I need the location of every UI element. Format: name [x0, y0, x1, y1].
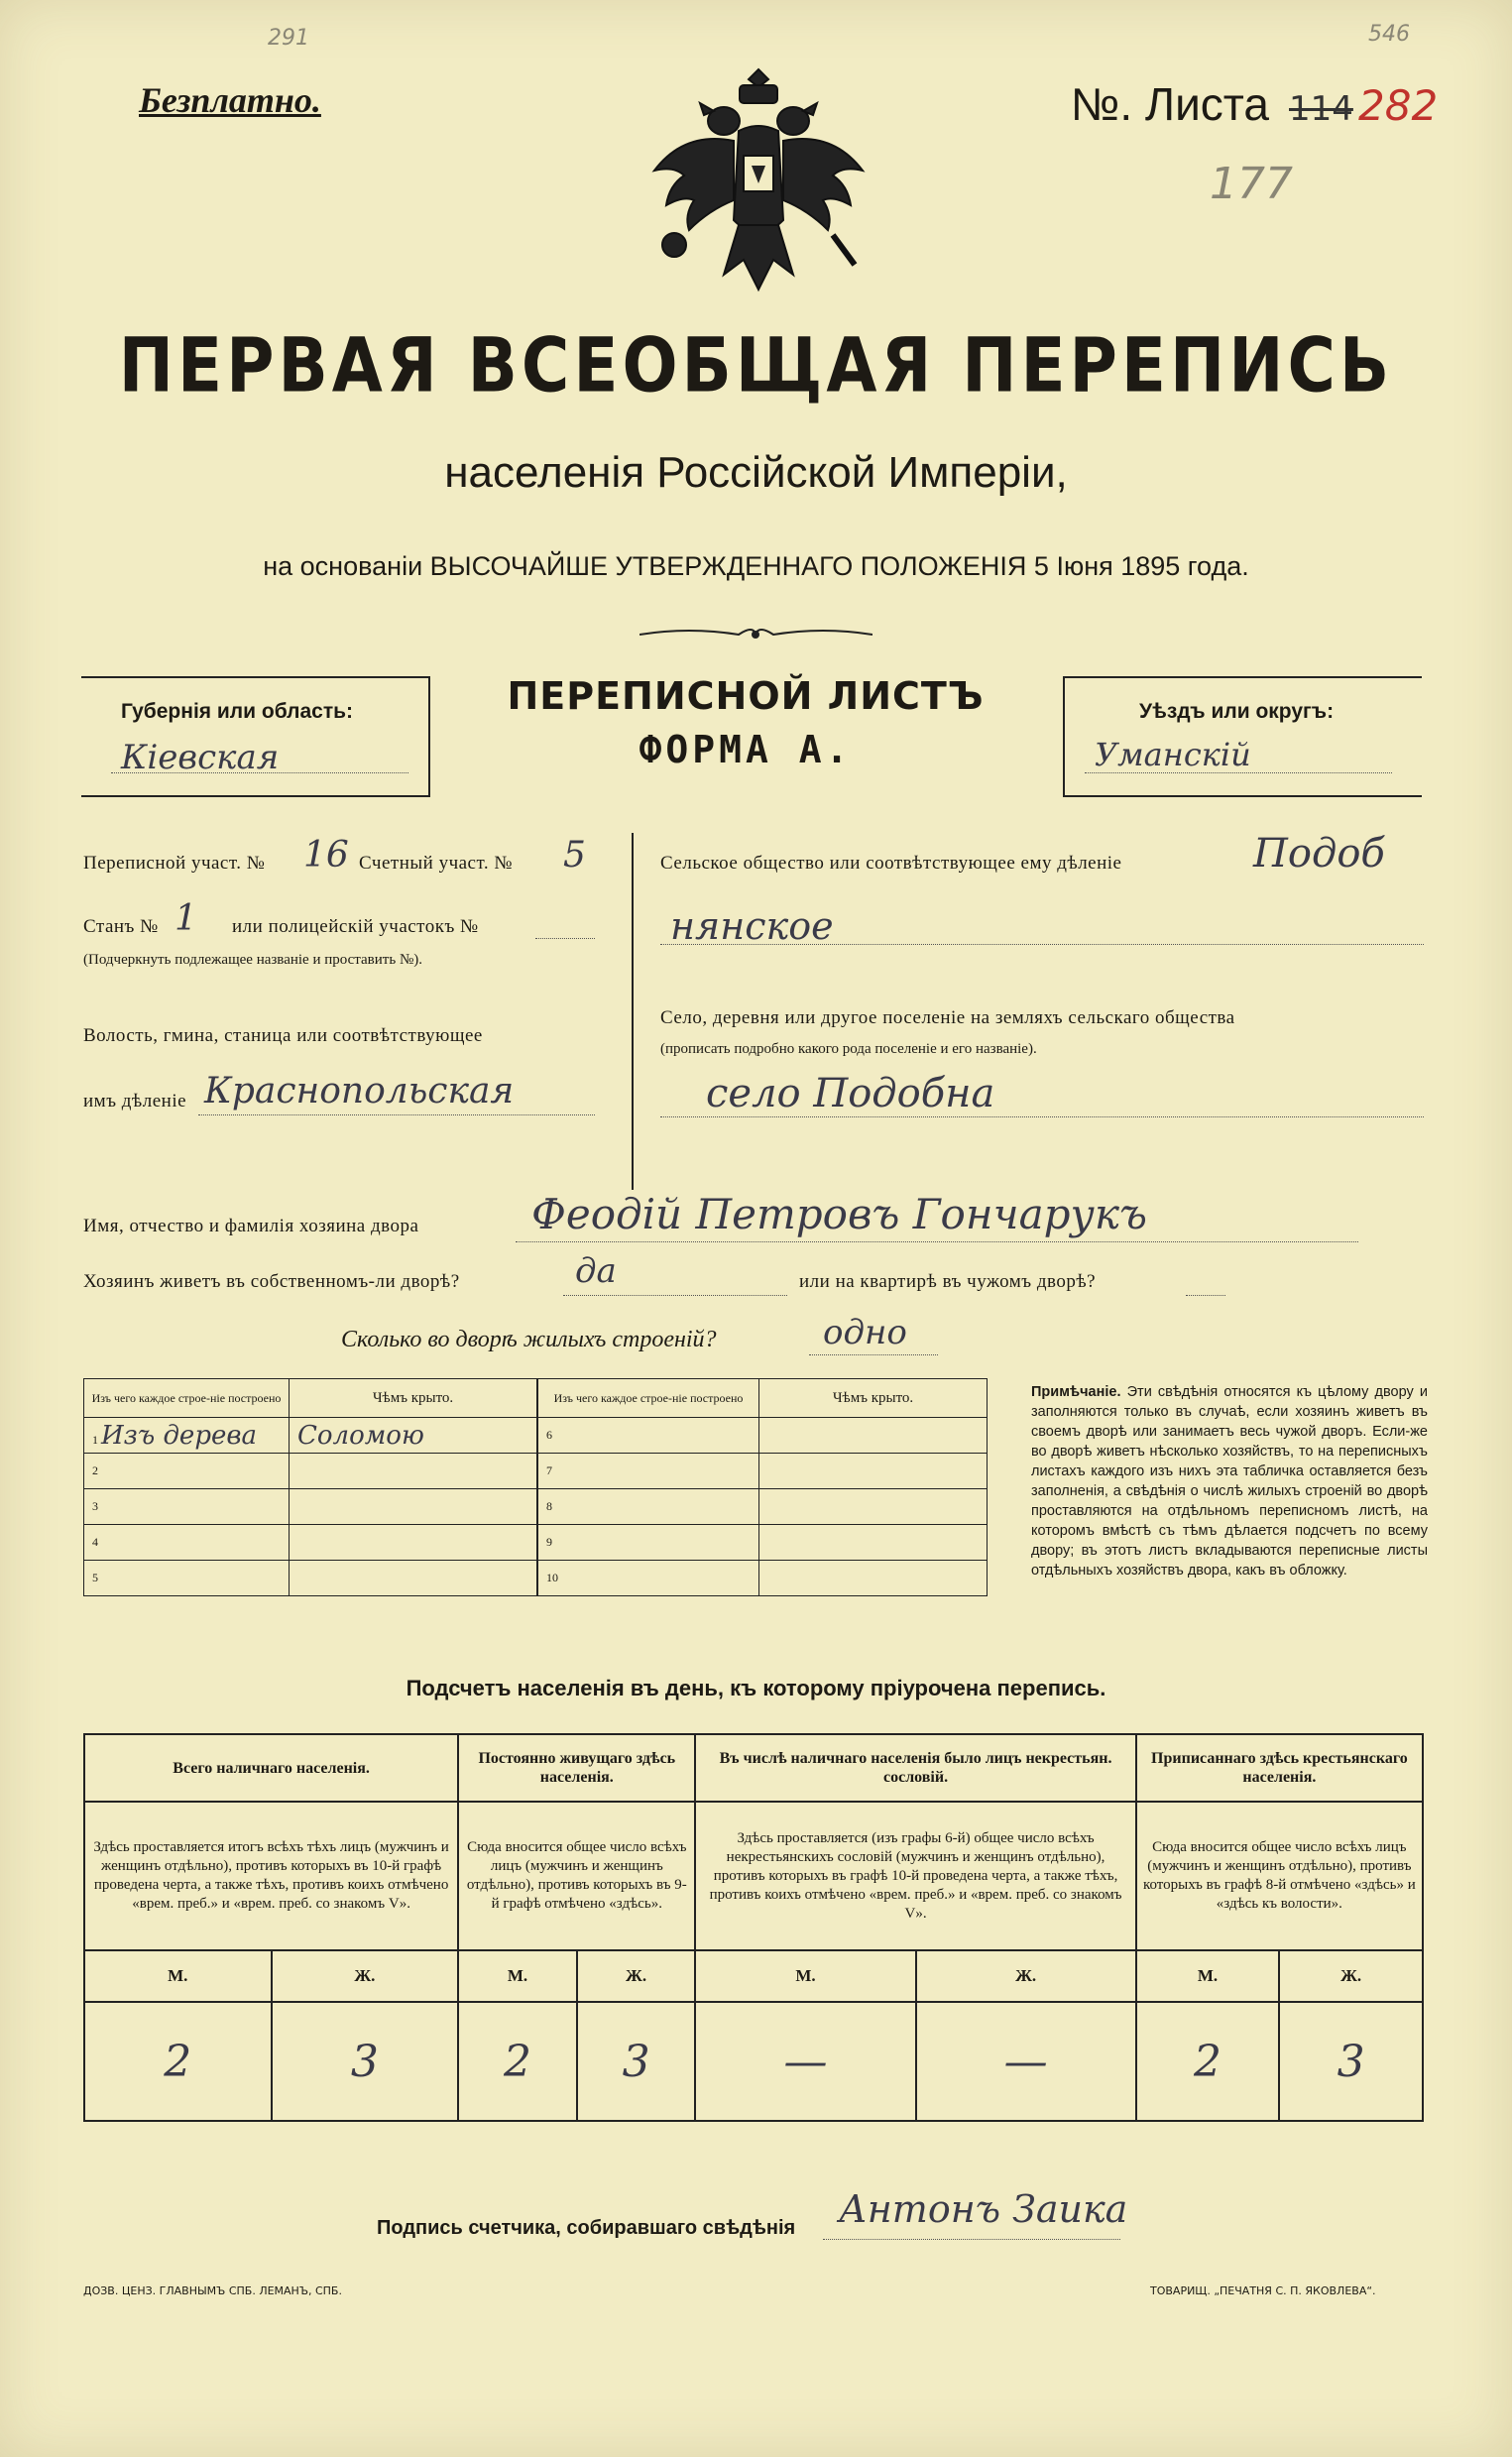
- table-row: [84, 1561, 537, 1596]
- female-label: Ж.: [272, 1950, 459, 2002]
- row-number: 10: [538, 1561, 759, 1596]
- form-title-block: [428, 674, 1063, 771]
- col-total-head: Всего наличнаго населенія.: [84, 1734, 458, 1802]
- underline-note: (Подчеркнуть подлежащее названіе и проставить №).: [83, 952, 422, 968]
- col-permanent-desc: Сюда вносится общее число всѣхъ лицъ (мужчинъ и женщинъ отдѣльно), противъ которыхъ въ 9-й графѣ отмѣчено «здѣсь».: [458, 1802, 695, 1950]
- volost-value: Краснопольская: [204, 1071, 515, 1112]
- society-label: Сельское общество или соотвѣтствующее ему дѣленіе: [660, 853, 1122, 874]
- female-label: Ж.: [577, 1950, 696, 2002]
- sheet-number-struck: 114: [1289, 89, 1353, 129]
- archive-number-left: 291: [268, 26, 309, 51]
- police-section-label: или полицейскій участокъ №: [232, 916, 479, 937]
- footer-printer: ТОВАРИЩ. „ПЕЧАТНЯ С. П. ЯКОВЛЕВА“.: [1150, 2284, 1376, 2297]
- table-row: [538, 1454, 988, 1489]
- note-title: Примѣчаніе.: [1031, 1384, 1121, 1400]
- district-box: [1063, 676, 1422, 797]
- own-yard-value: да: [575, 1251, 617, 1291]
- district-value: Уманскій: [1095, 736, 1251, 773]
- own-yard-label: Хозяинъ живетъ въ собственномъ-ли дворѣ?: [83, 1271, 460, 1292]
- male-label: М.: [695, 1950, 915, 2002]
- material-header: Изъ чего каждое строе-ніе построено: [84, 1379, 290, 1418]
- sheet-number-label: №. Листа: [1071, 78, 1269, 130]
- archive-number-right: 546: [1368, 22, 1410, 47]
- row-number: 1: [92, 1432, 98, 1447]
- table-row: [84, 1489, 537, 1525]
- nonpeasant-female-value: —: [916, 2002, 1136, 2121]
- material-header: Изъ чего каждое строе-ніе построено: [538, 1379, 759, 1418]
- footer-censor: ДОЗВ. ЦЕНЗ. ГЛАВНЫМЪ СПБ. ЛЕМАНЪ, СПБ.: [83, 2284, 342, 2297]
- fields-divider: [632, 833, 634, 1190]
- signature-label: Подпись счетчика, собиравшаго свѣдѣнія: [377, 2217, 796, 2239]
- nonpeasant-male-value: —: [695, 2002, 915, 2121]
- society-value: Подоб: [1253, 831, 1385, 877]
- table-row: [84, 1454, 537, 1489]
- table-row: [84, 1525, 537, 1561]
- form-subtitle: ФОРМА А.: [639, 728, 853, 771]
- form-title: ПЕРЕПИСНОЙ ЛИСТЪ: [507, 674, 985, 718]
- permanent-male-value: 2: [458, 2002, 577, 2121]
- col-nonpeasant-desc: Здѣсь проставляется (изъ графы 6-й) общее число всѣхъ некрестьянскихъ сословій (мужчинъ и женщинъ отдѣльно), противъ которыхъ въ графѣ 10-й проведена черта, а также тѣхъ, противъ коихъ отмѣчено «врем. преб.» и «врем. преб. со знакомъ V».: [695, 1802, 1135, 1950]
- row-number: 8: [538, 1489, 759, 1525]
- rented-yard-label: или на квартирѣ въ чужомъ дворѣ?: [799, 1271, 1097, 1292]
- total-female-value: 3: [272, 2002, 459, 2121]
- table-row: [84, 1418, 537, 1454]
- note-block: [1031, 1382, 1428, 1580]
- buildings-table-right: [537, 1378, 988, 1596]
- female-label: Ж.: [1279, 1950, 1423, 2002]
- row-number: 6: [538, 1418, 759, 1454]
- table-row: [538, 1561, 988, 1596]
- female-label: Ж.: [916, 1950, 1136, 2002]
- col-assigned-head: Приписаннаго здѣсь крестьянскаго населенія.: [1136, 1734, 1423, 1802]
- row-number: 5: [84, 1561, 290, 1596]
- table-row: [538, 1489, 988, 1525]
- free-label: Безплатно.: [139, 80, 321, 120]
- buildings-value: одно: [823, 1313, 907, 1352]
- village-label: Село, деревня или другое поселеніе на земляхъ сельскаго общества: [660, 1007, 1235, 1028]
- imperial-eagle-emblem: [644, 61, 872, 299]
- material-value: Изъ дерева: [101, 1420, 257, 1451]
- sheet-number-red: 282: [1358, 81, 1439, 130]
- row-number: 3: [84, 1489, 290, 1525]
- page-title: ПЕРВАЯ ВСЕОБЩАЯ ПЕРЕПИСЬ: [118, 321, 1394, 410]
- village-note: (прописать подробно какого рода поселеніе и его названіе).: [660, 1041, 1037, 1057]
- col-total-desc: Здѣсь проставляется итогъ всѣхъ тѣхъ лицъ (мужчинъ и женщинъ отдѣльно), противъ которыхъ въ 10-й графѣ проведена черта, а также тѣхъ, противъ коихъ отмѣчено «врем. преб.» и «врем. преб. со знакомъ V».: [84, 1802, 458, 1950]
- permanent-female-value: 3: [577, 2002, 696, 2121]
- col-nonpeasant-head: Въ числѣ наличнаго населенія было лицъ некрестьян. сословій.: [695, 1734, 1135, 1802]
- buildings-table-left: [83, 1378, 537, 1596]
- province-label: Губернія или область:: [121, 700, 354, 723]
- note-text: Эти свѣдѣнія относятся къ цѣлому двору и заполняются только въ случаѣ, если хозяинъ живетъ въ своемъ дворѣ или занимаетъ весь чужой дворъ. Если-же во дворѣ живетъ нѣсколько хозяйствъ, то на переписныхъ листахъ каждого изъ нихъ эта табличка оставляется безъ заполненія, а свѣдѣнія о числѣ жилыхъ строеній во дворѣ проставляются на отдѣльномъ переписномъ листѣ, на которомъ вмѣстѣ съ тѣмъ дѣлается подсчетъ по всему двору; въ этотъ листъ вкладываются переписные листы отдѣльныхъ хозяйствъ двора, какъ въ обложку.: [1031, 1384, 1428, 1579]
- col-assigned-desc: Сюда вносится общее число всѣхъ лицъ (мужчинъ и женщинъ отдѣльно), противъ которыхъ въ графѣ 8-й отмѣчено «здѣсь» и «здѣсь къ волости».: [1136, 1802, 1423, 1950]
- roof-header: Чѣмъ крыто.: [759, 1379, 988, 1418]
- district-label: Уѣздъ или округъ:: [1139, 700, 1335, 723]
- total-male-value: 2: [84, 2002, 272, 2121]
- male-label: М.: [458, 1950, 577, 2002]
- volost-label: Волость, гмина, станица или соотвѣтствующее: [83, 1025, 483, 1046]
- volost-label-2: имъ дѣленіе: [83, 1091, 187, 1112]
- page-subtitle: населенія Россійской Имперіи,: [444, 448, 1068, 497]
- signature-value: Антонъ Заика: [839, 2187, 1128, 2231]
- village-value: село Подобна: [706, 1071, 995, 1116]
- ornament-divider: [640, 623, 872, 646]
- census-section-value: 16: [303, 835, 349, 876]
- row-number: 9: [538, 1525, 759, 1561]
- count-section-value: 5: [563, 835, 586, 876]
- population-table: [83, 1733, 1424, 2122]
- row-number: 4: [84, 1525, 290, 1561]
- society-value-continued: нянское: [670, 904, 834, 948]
- table-row: [538, 1418, 988, 1454]
- col-permanent-head: Постоянно живущаго здѣсь населенія.: [458, 1734, 695, 1802]
- population-heading: Подсчетъ населенія въ день, къ которому пріурочена перепись.: [406, 1676, 1106, 1700]
- roof-header: Чѣмъ крыто.: [290, 1379, 537, 1418]
- table-row: [538, 1525, 988, 1561]
- buildings-label: Сколько во дворѣ жилыхъ строеній?: [341, 1327, 717, 1352]
- roof-value: Соломою: [297, 1420, 424, 1451]
- province-value: Кіевская: [121, 738, 280, 777]
- male-label: М.: [1136, 1950, 1280, 2002]
- owner-name-label: Имя, отчество и фамилія хозяина двора: [83, 1216, 419, 1236]
- assigned-male-value: 2: [1136, 2002, 1280, 2121]
- assigned-female-value: 3: [1279, 2002, 1423, 2121]
- male-label: М.: [84, 1950, 272, 2002]
- row-number: 7: [538, 1454, 759, 1489]
- decree-basis: на основаніи ВЫСОЧАЙШЕ УТВЕРЖДЕННАГО ПОЛОЖЕНІЯ 5 Іюня 1895 года.: [263, 551, 1249, 581]
- count-section-label: Счетный участ. №: [359, 853, 513, 874]
- stan-value: 1: [174, 898, 197, 939]
- province-box: [81, 676, 430, 797]
- row-number: 2: [84, 1454, 290, 1489]
- sheet-number-pencil: 177: [1210, 159, 1293, 209]
- stan-label: Станъ №: [83, 916, 159, 937]
- owner-name-value: Феодій Петровъ Гончарукъ: [531, 1190, 1147, 1238]
- census-section-label: Переписной участ. №: [83, 853, 266, 874]
